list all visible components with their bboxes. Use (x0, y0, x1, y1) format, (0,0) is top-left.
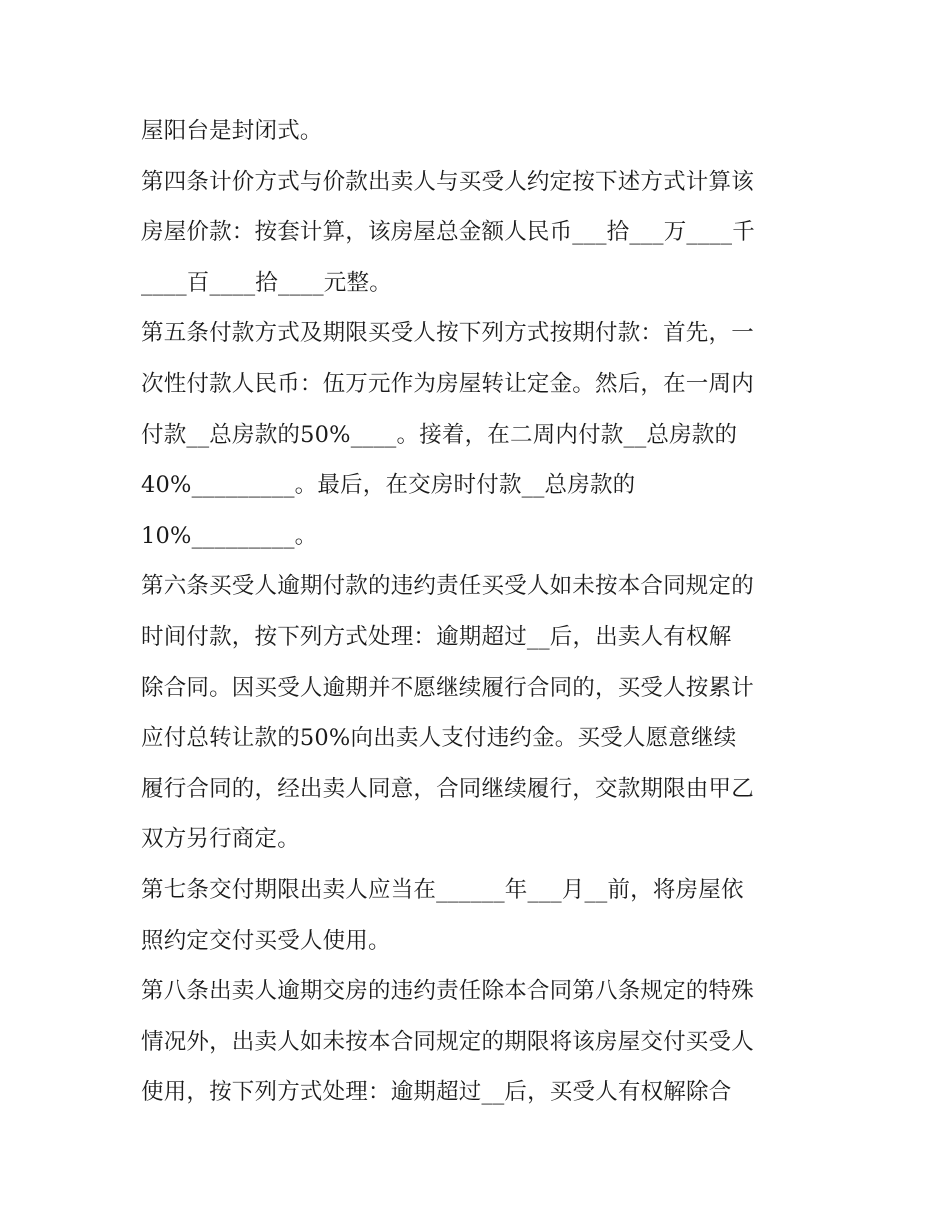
text-line: 时间付款，按下列方式处理：逾期超过__后，出卖人有权解 (141, 623, 732, 650)
text-line: 情况外，出卖人如未按本合同规定的期限将该房屋交付买受人 (141, 1028, 754, 1055)
text-line: 次性付款人民币：伍万元作为房屋转让定金。然后，在一周内 (141, 370, 754, 397)
text-line: 应付总转让款的50%向出卖人支付违约金。买受人愿意继续 (141, 725, 737, 752)
text-line: 第八条出卖人逾期交房的违约责任除本合同第八条规定的特殊 (141, 978, 754, 1005)
text-line: 双方另行商定。 (141, 826, 300, 853)
text-line: 40%_________。最后，在交房时付款__总房款的 (141, 472, 636, 499)
text-line: 付款__总房款的50%____。接着，在二周内付款__总房款的 (141, 421, 738, 448)
text-line: 履行合同的，经出卖人同意，合同继续履行，交款期限由甲乙 (141, 775, 754, 802)
text-line: 除合同。因买受人逾期并不愿继续履行合同的，买受人按累计 (141, 674, 754, 701)
text-line: 使用，按下列方式处理：逾期超过__后，买受人有权解除合 (141, 1079, 732, 1106)
text-line: 第六条买受人逾期付款的违约责任买受人如未按本合同规定的 (141, 573, 754, 600)
text-line: ____百____拾____元整。 (141, 269, 392, 296)
text-line: 房屋价款：按套计算，该房屋总金额人民币___拾___万____千 (141, 219, 755, 246)
document-body (141, 106, 813, 1118)
text-line: 照约定交付买受人使用。 (141, 927, 391, 954)
text-line: 10%_________。 (141, 522, 318, 549)
text-line: 屋阳台是封闭式。 (141, 118, 323, 144)
text-line: 第四条计价方式与价款出卖人与买受人约定按下述方式计算该 (141, 168, 754, 195)
text-line: 第五条付款方式及期限买受人按下列方式按期付款：首先，一 (141, 320, 754, 347)
text-line: 第七条交付期限出卖人应当在______年___月__前，将房屋依 (141, 876, 744, 903)
